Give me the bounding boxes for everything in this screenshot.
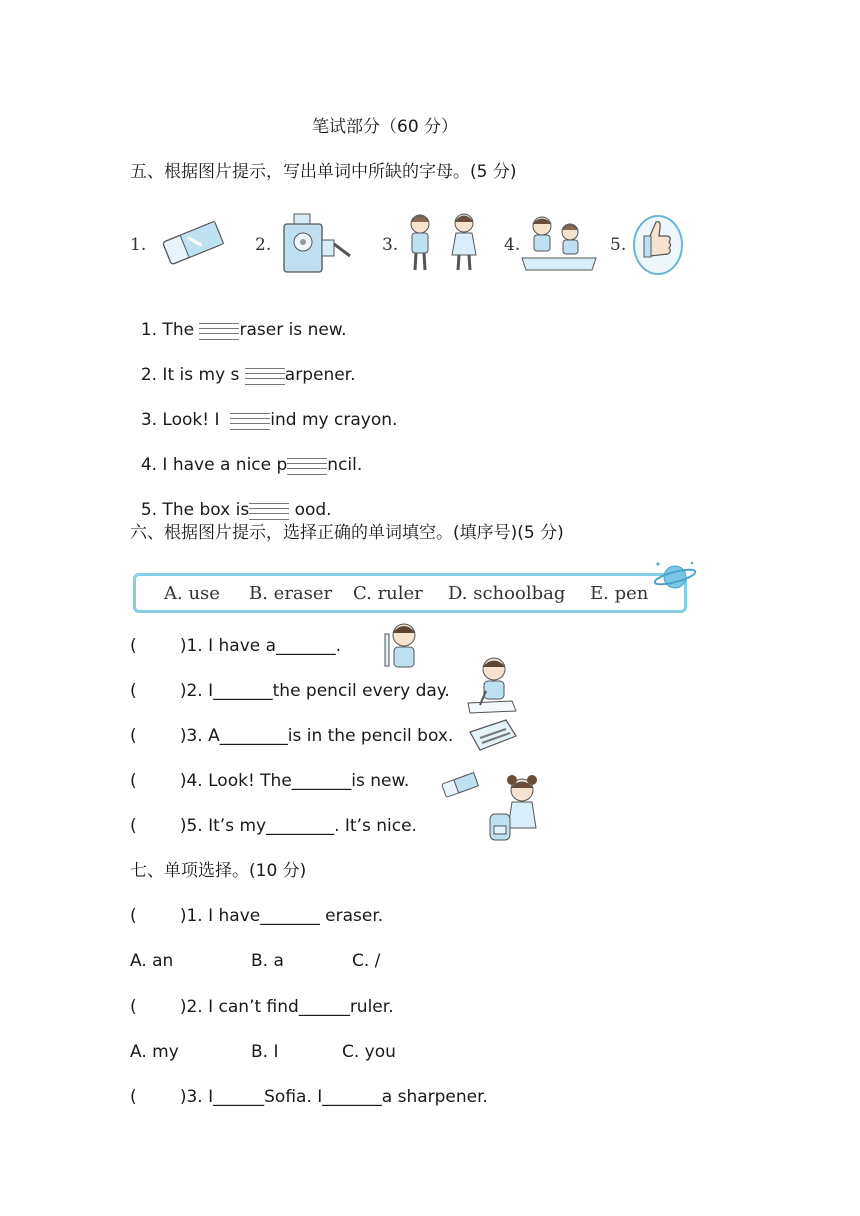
picture-label-2: 2. (255, 235, 272, 255)
section-7-question-3: ( )3. I______Sofia. I_______a sharpener. (130, 1087, 488, 1107)
section-7-question-2: ( )2. I can’t find______ruler. (130, 997, 394, 1017)
answer-blank[interactable] (245, 365, 285, 385)
word-option-b: B. eraser (249, 583, 333, 604)
boy-with-ruler-picture (380, 620, 424, 672)
q2-option-a[interactable]: A. my (130, 1042, 179, 1062)
word-bank-box (133, 573, 687, 613)
section-6-item-4: ( )4. Look! The_______is new. (130, 771, 410, 791)
picture-label-5: 5. (610, 235, 627, 255)
word-option-d: D. schoolbag (448, 583, 566, 604)
q1-option-a[interactable]: A. an (130, 951, 174, 971)
section-5-item-1: 1. The raser is new. (140, 320, 347, 340)
eraser-picture (160, 218, 226, 268)
sharpener-picture (280, 212, 354, 274)
pencil-box-picture (466, 716, 518, 756)
answer-blank[interactable] (287, 455, 327, 475)
picture-label-1: 1. (130, 235, 147, 255)
section-5-item-4: 4. I have a nice p ncil. (140, 455, 363, 475)
answer-blank[interactable] (249, 500, 289, 520)
answer-blank[interactable] (230, 410, 270, 430)
q1-option-b[interactable]: B. a (251, 951, 284, 971)
word-option-e: E. pen (590, 583, 649, 604)
section-6-item-3: ( )3. A________is in the pencil box. (130, 726, 454, 746)
section-5-heading: 五、根据图片提示，写出单词中所缺的字母。(5 分) (130, 162, 517, 182)
q2-option-b[interactable]: B. I (251, 1042, 279, 1062)
girl-with-schoolbag-picture (486, 774, 548, 846)
section-7-question-1: ( )1. I have_______ eraser. (130, 906, 384, 926)
page-title: 笔试部分（60 分） (312, 117, 459, 137)
children-at-desk-picture (520, 212, 598, 274)
eraser-small-picture (440, 770, 480, 800)
answer-blank[interactable] (199, 320, 239, 340)
planet-icon (652, 560, 698, 594)
children-searching-picture (402, 210, 488, 276)
section-6-item-1: ( )1. I have a_______. (130, 636, 341, 656)
section-5-item-2: 2. It is my s arpener. (140, 365, 356, 385)
section-6-item-2: ( )2. I_______the pencil every day. (130, 681, 450, 701)
section-6-heading: 六、根据图片提示，选择正确的单词填空。(填序号)(5 分) (130, 523, 564, 543)
section-5-item-5: 5. The box is ood. (140, 500, 332, 520)
thumbs-up-picture (632, 214, 684, 276)
word-option-a: A. use (164, 583, 220, 604)
section-7-heading: 七、单项选择。(10 分) (130, 861, 307, 881)
section-5-item-3: 3. Look! I ind my crayon. (140, 410, 398, 430)
picture-label-4: 4. (504, 235, 521, 255)
boy-writing-picture (462, 655, 520, 717)
word-option-c: C. ruler (353, 583, 423, 604)
q2-option-c[interactable]: C. you (342, 1042, 396, 1062)
section-6-item-5: ( )5. It’s my________. It’s nice. (130, 816, 417, 836)
q1-option-c[interactable]: C. / (352, 951, 381, 971)
picture-label-3: 3. (382, 235, 399, 255)
